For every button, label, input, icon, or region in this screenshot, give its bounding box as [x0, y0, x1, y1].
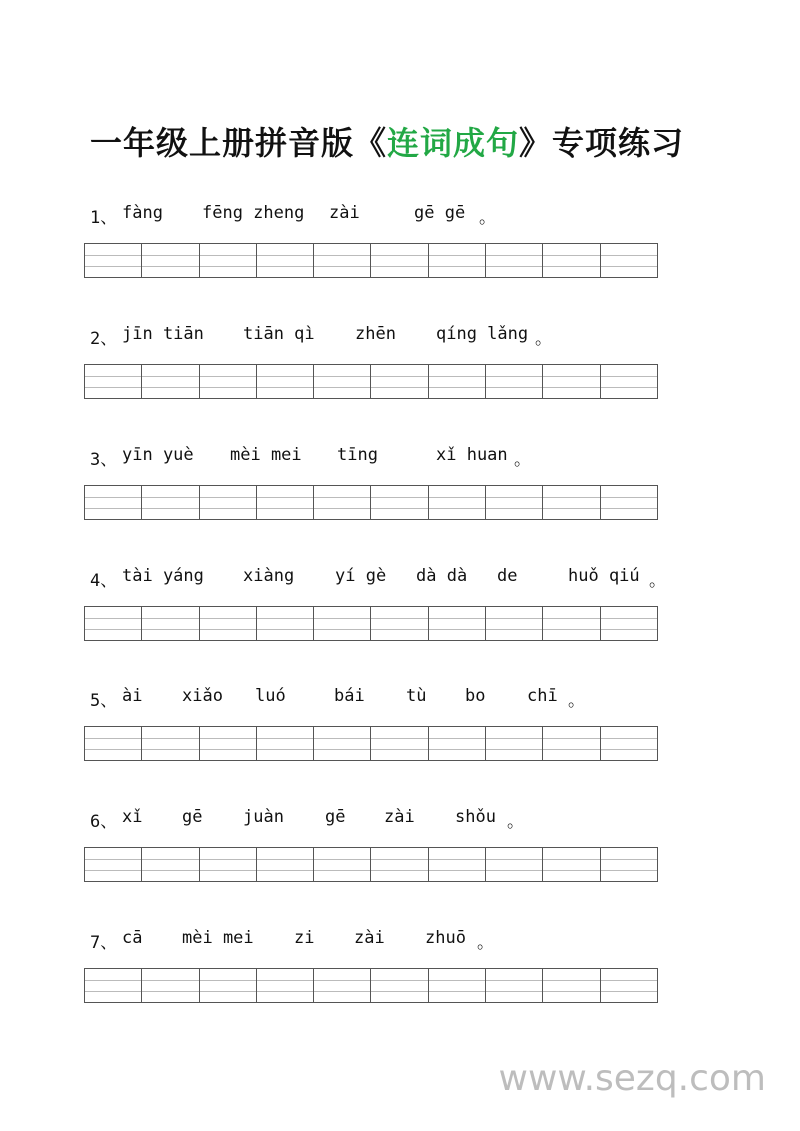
- exercise-pinyin-line: [84, 928, 658, 956]
- writing-cell[interactable]: [429, 969, 486, 1002]
- writing-cell[interactable]: [142, 727, 199, 760]
- writing-cell[interactable]: [85, 244, 142, 277]
- pinyin-word: zài: [354, 928, 385, 948]
- writing-cell[interactable]: [200, 244, 257, 277]
- writing-cell[interactable]: [200, 727, 257, 760]
- pinyin-word: xǐ huan: [436, 445, 508, 465]
- writing-cell[interactable]: [200, 365, 257, 398]
- exercise-number: 5、: [90, 691, 118, 711]
- writing-cell[interactable]: [601, 486, 657, 519]
- writing-cell[interactable]: [314, 365, 371, 398]
- exercise-number: 7、: [90, 933, 118, 953]
- writing-grid[interactable]: [84, 726, 658, 761]
- exercise-number: 6、: [90, 812, 118, 832]
- pinyin-word: fàng: [122, 203, 163, 223]
- writing-cell[interactable]: [142, 969, 199, 1002]
- pinyin-word: zài: [329, 203, 360, 223]
- exercise-pinyin-line: [84, 445, 658, 473]
- pinyin-word: xiǎo: [182, 686, 223, 706]
- writing-grid[interactable]: [84, 606, 658, 641]
- writing-cell[interactable]: [257, 365, 314, 398]
- pinyin-word: tīng: [337, 445, 378, 465]
- writing-cell[interactable]: [486, 607, 543, 640]
- pinyin-word: chī: [527, 686, 558, 706]
- writing-cell[interactable]: [601, 607, 657, 640]
- writing-cell[interactable]: [601, 848, 657, 881]
- writing-cell[interactable]: [371, 244, 428, 277]
- pinyin-word: gē gē: [414, 203, 466, 223]
- pinyin-word: fēng zheng: [202, 203, 305, 223]
- title-prefix: 一年级上册拼音版《: [90, 124, 388, 162]
- writing-grid[interactable]: [84, 485, 658, 520]
- writing-cell[interactable]: [543, 244, 600, 277]
- pinyin-word: ài: [122, 686, 143, 706]
- exercise-3: [84, 445, 658, 473]
- writing-cell[interactable]: [543, 486, 600, 519]
- pinyin-word: mèi mei: [182, 928, 254, 948]
- pinyin-word: mèi mei: [230, 445, 302, 465]
- writing-cell[interactable]: [85, 607, 142, 640]
- writing-grid[interactable]: [84, 364, 658, 399]
- pinyin-word: tù: [406, 686, 427, 706]
- pinyin-word: luó: [255, 686, 286, 706]
- exercise-6: [84, 807, 658, 835]
- pinyin-word: gē: [182, 807, 203, 827]
- writing-cell[interactable]: [142, 848, 199, 881]
- writing-cell[interactable]: [429, 244, 486, 277]
- writing-cell[interactable]: [200, 848, 257, 881]
- writing-cell[interactable]: [486, 727, 543, 760]
- writing-cell[interactable]: [142, 486, 199, 519]
- title-suffix: 》专项练习: [519, 124, 685, 162]
- writing-cell[interactable]: [601, 365, 657, 398]
- pinyin-word: xǐ: [122, 807, 143, 827]
- pinyin-word: zhuō: [425, 928, 466, 948]
- writing-cell[interactable]: [601, 969, 657, 1002]
- pinyin-word: bái: [334, 686, 365, 706]
- writing-cell[interactable]: [543, 607, 600, 640]
- writing-cell[interactable]: [543, 848, 600, 881]
- writing-cell[interactable]: [314, 969, 371, 1002]
- writing-cell[interactable]: [371, 848, 428, 881]
- writing-cell[interactable]: [314, 244, 371, 277]
- exercise-pinyin-line: [84, 324, 658, 352]
- title-highlight: 连词成句: [387, 124, 520, 162]
- writing-cell[interactable]: [371, 365, 428, 398]
- pinyin-word: xiàng: [243, 566, 295, 586]
- pinyin-word: qíng lǎng: [436, 324, 529, 344]
- writing-cell[interactable]: [429, 848, 486, 881]
- writing-cell[interactable]: [429, 486, 486, 519]
- pinyin-word: huǒ qiú: [568, 566, 640, 586]
- writing-grid[interactable]: [84, 968, 658, 1003]
- pinyin-word: tiān qì: [243, 324, 315, 344]
- pinyin-word: zài: [384, 807, 415, 827]
- writing-cell[interactable]: [257, 848, 314, 881]
- writing-cell[interactable]: [314, 727, 371, 760]
- writing-cell[interactable]: [486, 244, 543, 277]
- sentence-period: 。: [649, 571, 666, 591]
- pinyin-word: dà dà: [416, 566, 468, 586]
- writing-cell[interactable]: [85, 486, 142, 519]
- writing-cell[interactable]: [601, 244, 657, 277]
- writing-cell[interactable]: [543, 727, 600, 760]
- pinyin-word: yīn yuè: [122, 445, 194, 465]
- watermark: www.sezq.com: [498, 1058, 766, 1099]
- page-title: [90, 118, 684, 164]
- sentence-period: 。: [479, 208, 496, 228]
- writing-cell[interactable]: [257, 607, 314, 640]
- writing-cell[interactable]: [85, 727, 142, 760]
- writing-cell[interactable]: [85, 969, 142, 1002]
- writing-cell[interactable]: [257, 727, 314, 760]
- exercise-2: [84, 324, 658, 352]
- exercise-number: 2、: [90, 329, 118, 349]
- writing-cell[interactable]: [486, 969, 543, 1002]
- writing-grid[interactable]: [84, 243, 658, 278]
- writing-cell[interactable]: [85, 848, 142, 881]
- exercise-4: [84, 566, 666, 594]
- pinyin-word: cā: [122, 928, 143, 948]
- exercise-1: [84, 203, 658, 231]
- writing-cell[interactable]: [486, 486, 543, 519]
- writing-cell[interactable]: [371, 486, 428, 519]
- writing-cell[interactable]: [257, 486, 314, 519]
- exercise-5: [84, 686, 658, 714]
- pinyin-word: de: [497, 566, 518, 586]
- pinyin-word: shǒu: [455, 807, 496, 827]
- exercise-number: 1、: [90, 208, 118, 228]
- pinyin-word: jīn tiān: [122, 324, 204, 344]
- pinyin-word: bo: [465, 686, 486, 706]
- sentence-period: 。: [535, 329, 552, 349]
- exercise-pinyin-line: [84, 203, 658, 231]
- exercise-pinyin-line: [84, 807, 658, 835]
- exercise-number: 4、: [90, 571, 118, 591]
- writing-cell[interactable]: [142, 244, 199, 277]
- exercise-number: 3、: [90, 450, 118, 470]
- writing-cell[interactable]: [314, 486, 371, 519]
- writing-cell[interactable]: [543, 365, 600, 398]
- writing-cell[interactable]: [257, 244, 314, 277]
- writing-cell[interactable]: [601, 727, 657, 760]
- pinyin-word: zi: [294, 928, 315, 948]
- writing-cell[interactable]: [142, 365, 199, 398]
- writing-cell[interactable]: [371, 969, 428, 1002]
- writing-cell[interactable]: [371, 727, 428, 760]
- writing-grid[interactable]: [84, 847, 658, 882]
- writing-cell[interactable]: [486, 365, 543, 398]
- sentence-period: 。: [568, 691, 585, 711]
- writing-cell[interactable]: [257, 969, 314, 1002]
- pinyin-word: yí gè: [335, 566, 387, 586]
- exercise-7: [84, 928, 658, 956]
- writing-cell[interactable]: [85, 365, 142, 398]
- writing-cell[interactable]: [543, 969, 600, 1002]
- writing-cell[interactable]: [314, 607, 371, 640]
- writing-cell[interactable]: [429, 365, 486, 398]
- writing-cell[interactable]: [314, 848, 371, 881]
- writing-cell[interactable]: [200, 969, 257, 1002]
- sentence-period: 。: [507, 812, 524, 832]
- writing-cell[interactable]: [371, 607, 428, 640]
- exercise-pinyin-line: [84, 686, 658, 714]
- pinyin-word: tài yáng: [122, 566, 204, 586]
- writing-cell[interactable]: [200, 486, 257, 519]
- sentence-period: 。: [514, 450, 531, 470]
- writing-cell[interactable]: [142, 607, 199, 640]
- pinyin-word: gē: [325, 807, 346, 827]
- writing-cell[interactable]: [200, 607, 257, 640]
- writing-cell[interactable]: [429, 727, 486, 760]
- sentence-period: 。: [477, 933, 494, 953]
- pinyin-word: juàn: [243, 807, 284, 827]
- writing-cell[interactable]: [486, 848, 543, 881]
- exercise-pinyin-line: [84, 566, 666, 594]
- writing-cell[interactable]: [429, 607, 486, 640]
- pinyin-word: zhēn: [355, 324, 396, 344]
